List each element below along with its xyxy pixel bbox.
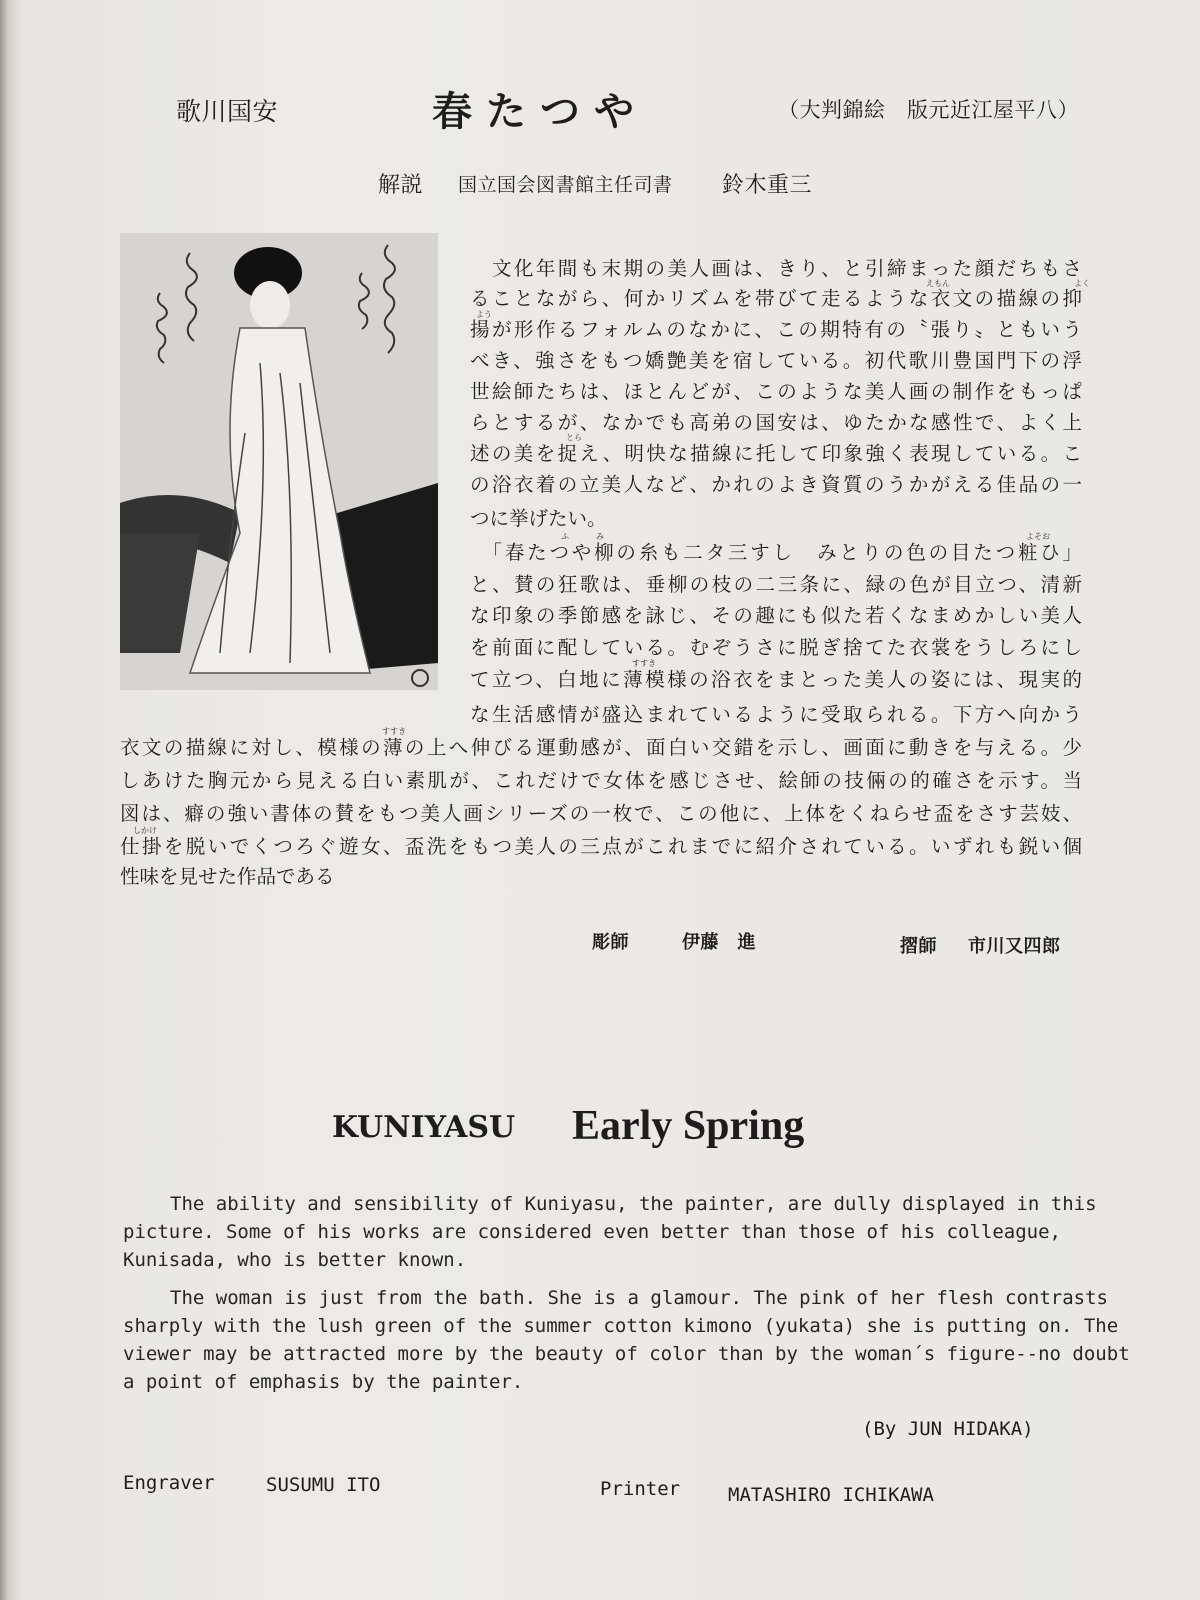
commentary-line: 性味を見せた作品である xyxy=(120,865,335,888)
printer-name-jp: 市川又四郎 xyxy=(968,936,1061,957)
byline: (By JUN HIDAKA) xyxy=(862,1418,1034,1440)
woman-figure-illustration xyxy=(120,233,438,690)
commentary-line: て立つ、白地に薄模様の浴衣をまとった美人の姿には、現実的 xyxy=(470,668,1082,691)
commentary-line: 図は、癖の強い書体の賛をもつ美人画シリーズの一枚で、この他に、上体をくねらせ盃をさす芸妓、 xyxy=(120,802,1082,825)
commentary-line: な生活感情が盛込まれているように受取られる。下方へ向かう xyxy=(470,703,1082,726)
ukiyoe-print-image xyxy=(120,233,438,690)
furigana: すすき xyxy=(632,659,657,668)
artist-name-jp: 歌川国安 xyxy=(176,97,279,126)
english-line: viewer may be attracted more by the beauty of color than by the woman´s figure--no doubt xyxy=(123,1343,1130,1365)
engraver-name-en: SUSUMU ITO xyxy=(266,1474,381,1496)
furigana: しかけ xyxy=(133,826,157,835)
commentary-line: と、賛の狂歌は、垂柳の枝の二三条に、緑の色が目立つ、清新 xyxy=(470,573,1082,596)
furigana: えもん xyxy=(926,279,950,288)
commentary-line: しあけた胸元から見える白い素肌が、これだけで女体を感じさせ、絵師の技倆の的確さを示す。当 xyxy=(120,769,1082,792)
furigana: ふ xyxy=(561,532,569,541)
printer-name-en: MATASHIRO ICHIKAWA xyxy=(728,1484,934,1506)
commentary-line: べき、強さをもつ嬌艶美を宿している。初代歌川豊国門下の浮 xyxy=(470,349,1082,372)
commentary-line: ることながら、何かリズムを帯びて走るような衣文の描線の抑 xyxy=(470,287,1082,310)
title-jp: 春たつや xyxy=(432,88,648,135)
commentator-name: 鈴木重三 xyxy=(722,173,813,198)
engraver-name-jp: 伊藤 進 xyxy=(682,932,756,953)
english-line: The woman is just from the bath. She is a glamour. The pink of her flesh contrasts xyxy=(170,1287,1108,1309)
commentary-line: 仕掛を脱いでくつろぐ遊女、盃洗をもつ美人の三点がこれまでに紹介されている。いずれも鋭い個 xyxy=(120,835,1082,858)
furigana: よく xyxy=(1074,279,1090,288)
commentary-line: つに挙げたい。 xyxy=(470,507,607,530)
artist-name-en: KUNIYASU xyxy=(332,1110,516,1145)
furigana: よそお xyxy=(1026,532,1050,541)
engraver-label-en: Engraver xyxy=(123,1472,215,1494)
commentary-line: らとするが、なかでも高弟の国安は、ゆたかな感性で、よく上 xyxy=(470,411,1082,434)
english-line: a point of emphasis by the painter. xyxy=(123,1371,524,1393)
commentary-line: の浴衣着の立美人など、かれのよき資質のうかがえる佳品の一 xyxy=(470,473,1082,496)
commentary-line: 揚が形作るフォルムのなかに、この期特有の〝張り〟ともいう xyxy=(470,318,1082,341)
furigana: よう xyxy=(476,310,492,319)
furigana: とら xyxy=(566,433,582,442)
english-line: Kunisada, who is better known. xyxy=(123,1249,467,1271)
engraver-label-jp: 彫師 xyxy=(592,932,629,953)
commentary-line: 「春たつや柳の糸も二タ三すし みとりの色の目たつ粧ひ」 xyxy=(470,541,1082,564)
commentary-line: な印象の季節感を詠じ、その趣にも似た若くなまめかしい美人 xyxy=(470,604,1082,627)
title-en: Early Spring xyxy=(572,1103,805,1149)
english-line: sharply with the lush green of the summer cotton kimono (yukata) she is putting on. The xyxy=(123,1315,1119,1337)
furigana: すすき xyxy=(382,727,407,736)
furigana: み xyxy=(596,532,604,541)
commentary-line: 世絵師たちは、ほとんどが、このような美人画の制作をもっぱ xyxy=(470,380,1082,403)
commentary-line: 衣文の描線に対し、模様の薄の上へ伸びる運動感が、面白い交錯を示し、画面に動きを与える。少 xyxy=(120,736,1082,759)
english-line: The ability and sensibility of Kuniyasu, the painter, are dully displayed in this xyxy=(170,1193,1097,1215)
commentary-line: 述の美を捉え、明快な描線に托して印象強く表現している。こ xyxy=(470,442,1082,465)
commentary-line: を前面に配している。むぞうさに脱ぎ捨てた衣裳をうしろにし xyxy=(470,636,1082,659)
commentator-title: 国立国会図書館主任司書 xyxy=(458,174,673,196)
printer-label-jp: 摺師 xyxy=(900,936,937,957)
commentary-line: 文化年間も末期の美人画は、きり、と引締まった顔だちもさ xyxy=(470,257,1082,280)
printer-label-en: Printer xyxy=(600,1478,681,1500)
commentary-label: 解説 xyxy=(378,173,424,198)
english-line: picture. Some of his works are considered even better than those of his colleague, xyxy=(123,1221,1061,1243)
print-format: （大判錦絵 版元近江屋平八） xyxy=(778,98,1079,122)
